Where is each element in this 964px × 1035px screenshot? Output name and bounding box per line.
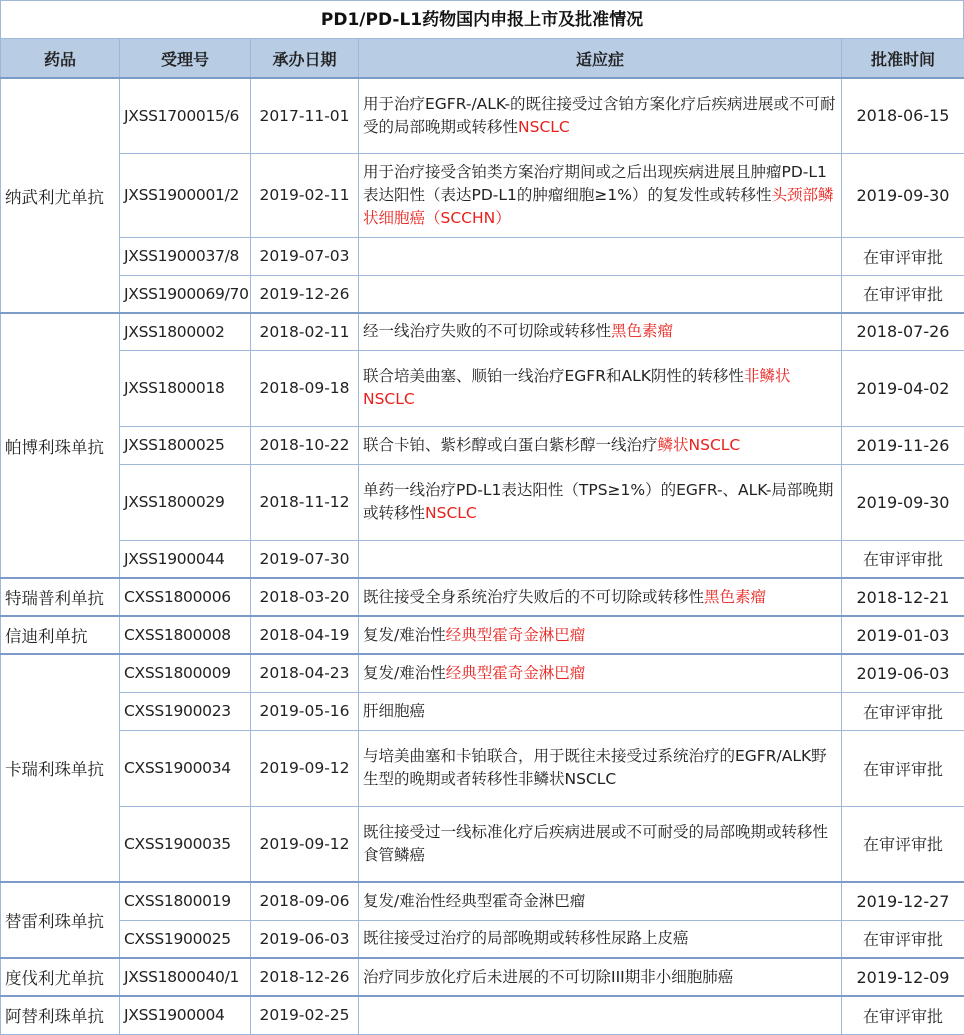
indication-text: 用于治疗接受含铂类方案治疗期间或之后出现疾病进展且肿瘤PD-L1表达阳性（表达PD-L1的肿瘤细胞≥1%）的复发性或转移性: [363, 163, 827, 204]
header-drug: 药品: [1, 39, 120, 79]
filing-date-cell: 2018-02-11: [251, 313, 359, 350]
acceptance-number-cell: JXSS1900037/8: [120, 237, 251, 275]
indication-text: 联合卡铂、紫杉醇或白蛋白紫杉醇一线治疗: [363, 436, 658, 454]
table-row: [1, 730, 964, 806]
header-accept-no: 受理号: [120, 39, 251, 79]
table-row: [1, 920, 964, 958]
approval-time-cell: 2018-06-15: [842, 78, 964, 153]
approval-time-cell: 2019-06-03: [842, 654, 964, 692]
table-row: [1, 654, 964, 692]
approval-time-cell: 2019-12-27: [842, 882, 964, 920]
table-row: [1, 958, 964, 996]
indication-cell: [359, 464, 842, 540]
indication-highlight: 黑色素瘤: [611, 322, 673, 340]
filing-date-cell: 2018-12-26: [251, 958, 359, 996]
header-date: 承办日期: [251, 39, 359, 79]
approval-time-cell: 2019-01-03: [842, 616, 964, 654]
acceptance-number-cell: CXSS1800019: [120, 882, 251, 920]
acceptance-number-cell: JXSS1900044: [120, 540, 251, 578]
drug-name-cell: 帕博利珠单抗: [1, 313, 120, 578]
approval-time-cell: 2018-07-26: [842, 313, 964, 350]
filing-date-cell: 2018-09-06: [251, 882, 359, 920]
approval-time-cell: 在审评审批: [842, 692, 964, 730]
filing-date-cell: 2018-04-19: [251, 616, 359, 654]
filing-date-cell: 2019-02-25: [251, 996, 359, 1034]
indication-cell: [359, 920, 842, 958]
header-indication: 适应症: [359, 39, 842, 79]
indication-text: 既往接受过一线标准化疗后疾病进展或不可耐受的局部晚期或转移性食管鳞癌: [363, 823, 828, 864]
table-row: [1, 78, 964, 153]
table-row: [1, 996, 964, 1034]
indication-cell: [359, 275, 842, 313]
drug-name-cell: 纳武利尤单抗: [1, 78, 120, 313]
indication-cell: [359, 540, 842, 578]
indication-highlight: 经典型霍奇金淋巴瘤: [446, 626, 586, 644]
filing-date-cell: 2019-02-11: [251, 153, 359, 237]
indication-text: 复发/难治性: [363, 626, 446, 644]
acceptance-number-cell: JXSS1800018: [120, 350, 251, 426]
acceptance-number-cell: JXSS1800029: [120, 464, 251, 540]
acceptance-number-cell: CXSS1900025: [120, 920, 251, 958]
approval-time-cell: 在审评审批: [842, 730, 964, 806]
indication-highlight: 头颈部鳞状细胞癌（SCCHN）: [363, 186, 833, 227]
drug-name-cell: 替雷利珠单抗: [1, 882, 120, 958]
table-row: [1, 275, 964, 313]
indication-cell: [359, 578, 842, 616]
drug-name-cell: 阿替利珠单抗: [1, 996, 120, 1034]
indication-highlight: NSCLC: [425, 504, 477, 522]
filing-date-cell: 2019-09-12: [251, 806, 359, 882]
approval-time-cell: 2018-12-21: [842, 578, 964, 616]
indication-highlight: NSCLC: [518, 118, 570, 136]
approval-time-cell: 2019-12-09: [842, 958, 964, 996]
indication-cell: [359, 426, 842, 464]
indication-cell: [359, 958, 842, 996]
table-row: [1, 313, 964, 350]
acceptance-number-cell: JXSS1900004: [120, 996, 251, 1034]
acceptance-number-cell: CXSS1800009: [120, 654, 251, 692]
acceptance-number-cell: CXSS1800008: [120, 616, 251, 654]
approval-time-cell: 在审评审批: [842, 237, 964, 275]
indication-highlight: 黑色素瘤: [704, 588, 766, 606]
filing-date-cell: 2019-09-12: [251, 730, 359, 806]
filing-date-cell: 2018-03-20: [251, 578, 359, 616]
filing-date-cell: 2018-09-18: [251, 350, 359, 426]
table-row: [1, 692, 964, 730]
indication-text: 经一线治疗失败的不可切除或转移性: [363, 322, 611, 340]
table-row: [1, 882, 964, 920]
indication-text: 既往接受过治疗的局部晚期或转移性尿路上皮癌: [363, 929, 689, 947]
indication-cell: [359, 882, 842, 920]
indication-text: 复发/难治性: [363, 664, 446, 682]
indication-cell: [359, 350, 842, 426]
indication-cell: [359, 806, 842, 882]
acceptance-number-cell: CXSS1900035: [120, 806, 251, 882]
indication-cell: [359, 78, 842, 153]
acceptance-number-cell: JXSS1900069/70: [120, 275, 251, 313]
indication-text: 复发/难治性经典型霍奇金淋巴瘤: [363, 892, 585, 910]
acceptance-number-cell: CXSS1900034: [120, 730, 251, 806]
indication-text: 联合培美曲塞、顺铂一线治疗EGFR和ALK阴性的转移性: [363, 367, 744, 385]
acceptance-number-cell: JXSS1800002: [120, 313, 251, 350]
indication-text: 用于治疗EGFR-/ALK-的既往接受过含铂方案化疗后疾病进展或不可耐受的局部晚期或转移性: [363, 95, 836, 136]
approval-time-cell: 在审评审批: [842, 920, 964, 958]
table-row: [1, 237, 964, 275]
table-row: [1, 153, 964, 237]
table-row: [1, 426, 964, 464]
drug-name-cell: 度伐利尤单抗: [1, 958, 120, 996]
approval-time-cell: 2019-09-30: [842, 153, 964, 237]
drug-name-cell: 信迪利单抗: [1, 616, 120, 654]
table-row: [1, 350, 964, 426]
indication-cell: [359, 692, 842, 730]
indication-cell: [359, 730, 842, 806]
indication-highlight: 鳞状NSCLC: [658, 436, 741, 454]
approval-time-cell: 2019-09-30: [842, 464, 964, 540]
filing-date-cell: 2019-07-03: [251, 237, 359, 275]
indication-highlight: 非鳞状NSCLC: [363, 367, 790, 408]
approval-time-cell: 2019-04-02: [842, 350, 964, 426]
filing-date-cell: 2019-12-26: [251, 275, 359, 313]
table-row: [1, 578, 964, 616]
acceptance-number-cell: JXSS1700015/6: [120, 78, 251, 153]
acceptance-number-cell: CXSS1900023: [120, 692, 251, 730]
acceptance-number-cell: JXSS1900001/2: [120, 153, 251, 237]
filing-date-cell: 2018-04-23: [251, 654, 359, 692]
filing-date-cell: 2018-11-12: [251, 464, 359, 540]
indication-text: 与培美曲塞和卡铂联合，用于既往未接受过系统治疗的EGFR/ALK野生型的晚期或者转移性非鳞状NSCLC: [363, 747, 827, 788]
table-row: [1, 806, 964, 882]
filing-date-cell: 2018-10-22: [251, 426, 359, 464]
approval-time-cell: 在审评审批: [842, 806, 964, 882]
approval-time-cell: 2019-11-26: [842, 426, 964, 464]
indication-text: 肝细胞癌: [363, 702, 425, 720]
indication-cell: [359, 237, 842, 275]
acceptance-number-cell: JXSS1800025: [120, 426, 251, 464]
indication-text: 单药一线治疗PD-L1表达阳性（TPS≥1%）的EGFR-、ALK-局部晚期或转移性: [363, 481, 833, 522]
filing-date-cell: 2019-06-03: [251, 920, 359, 958]
header-approval: 批准时间: [842, 39, 964, 79]
table-body: [1, 78, 964, 1034]
filing-date-cell: 2019-07-30: [251, 540, 359, 578]
acceptance-number-cell: CXSS1800006: [120, 578, 251, 616]
approval-time-cell: 在审评审批: [842, 275, 964, 313]
acceptance-number-cell: JXSS1800040/1: [120, 958, 251, 996]
indication-highlight: 经典型霍奇金淋巴瘤: [446, 664, 586, 682]
approval-time-cell: 在审评审批: [842, 540, 964, 578]
indication-cell: [359, 996, 842, 1034]
drug-name-cell: 卡瑞利珠单抗: [1, 654, 120, 882]
approval-table: [0, 38, 964, 1035]
indication-cell: [359, 654, 842, 692]
table-row: [1, 464, 964, 540]
indication-cell: [359, 313, 842, 350]
filing-date-cell: 2019-05-16: [251, 692, 359, 730]
approval-time-cell: 在审评审批: [842, 996, 964, 1034]
indication-text: 治疗同步放化疗后未进展的不可切除III期非小细胞肺癌: [363, 968, 733, 986]
drug-name-cell: 特瑞普利单抗: [1, 578, 120, 616]
filing-date-cell: 2017-11-01: [251, 78, 359, 153]
header-row: [1, 39, 964, 79]
table-row: [1, 616, 964, 654]
table-row: [1, 540, 964, 578]
table-title: PD1/PD-L1药物国内申报上市及批准情况: [0, 0, 964, 38]
indication-cell: [359, 616, 842, 654]
indication-cell: [359, 153, 842, 237]
indication-text: 既往接受全身系统治疗失败后的不可切除或转移性: [363, 588, 704, 606]
